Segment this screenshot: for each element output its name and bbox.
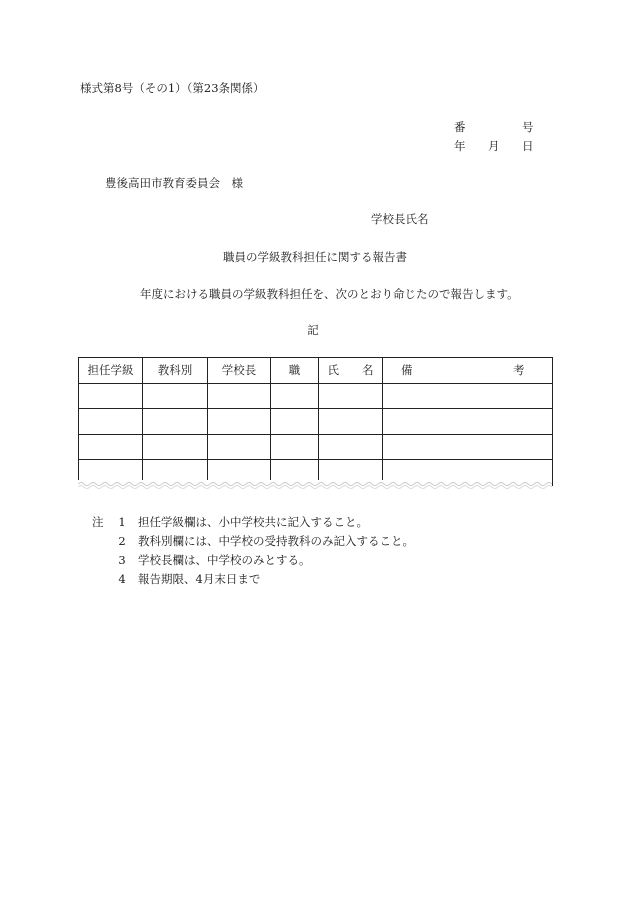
note-item xyxy=(92,513,414,532)
table-cell[interactable] xyxy=(319,383,383,409)
ki-heading: 記 xyxy=(307,323,319,337)
table-header: 職 xyxy=(271,358,319,384)
note-text: 教科別欄には、中学校の受持教科のみ記入すること。 xyxy=(138,534,414,548)
table-cell[interactable] xyxy=(143,434,208,460)
table-header: 学校長 xyxy=(208,358,271,384)
table-break-wave xyxy=(78,480,552,490)
table-cell[interactable] xyxy=(383,434,553,460)
remarks-header-right: 考 xyxy=(513,363,525,378)
note-text: 担任学級欄は、小中学校共に記入すること。 xyxy=(138,515,368,529)
number-suffix-label: 号 xyxy=(522,120,534,134)
note-number: 1 xyxy=(118,515,126,529)
table-cell[interactable] xyxy=(208,409,271,435)
table-cell[interactable] xyxy=(271,434,319,460)
table-header: 担任学級 xyxy=(79,358,143,384)
table-cell[interactable] xyxy=(79,409,143,435)
table-cell[interactable] xyxy=(79,434,143,460)
number-label: 番 xyxy=(454,120,466,134)
table-cell[interactable] xyxy=(208,383,271,409)
addressee: 豊後高田市教育委員会 様 xyxy=(105,176,243,190)
note-text: 報告期限、4月末日まで xyxy=(138,572,261,586)
table-cell[interactable] xyxy=(319,409,383,435)
table-cell[interactable] xyxy=(208,434,271,460)
note-text: 学校長欄は、中学校のみとする。 xyxy=(138,553,311,567)
remarks-header-left: 備 xyxy=(401,363,413,378)
table-cell[interactable] xyxy=(79,383,143,409)
table-cell[interactable] xyxy=(383,409,553,435)
table-row xyxy=(79,409,553,435)
note-number: 2 xyxy=(118,534,126,548)
table-row xyxy=(79,383,553,409)
note-number: 4 xyxy=(118,572,126,586)
remarks-header xyxy=(383,358,553,384)
table-cell[interactable] xyxy=(143,409,208,435)
year-label: 年 xyxy=(454,139,466,153)
table-cell[interactable] xyxy=(383,383,553,409)
table-header: 氏 名 xyxy=(319,358,383,384)
table-header: 教科別 xyxy=(143,358,208,384)
table-cell[interactable] xyxy=(271,409,319,435)
table-cell[interactable] xyxy=(271,383,319,409)
table-header-row xyxy=(79,358,553,384)
table-row xyxy=(79,434,553,460)
note-item xyxy=(92,570,414,589)
notes-label: 注 xyxy=(92,515,104,529)
form-number: 様式第8号（その1）（第23条関係） xyxy=(80,81,265,95)
note-item xyxy=(92,551,414,570)
table-cell[interactable] xyxy=(143,383,208,409)
notes xyxy=(92,513,414,589)
note-number: 3 xyxy=(118,553,126,567)
month-label: 月 xyxy=(488,139,500,153)
table-cell[interactable] xyxy=(319,434,383,460)
assignment-table xyxy=(78,357,553,486)
day-label: 日 xyxy=(522,139,534,153)
note-item xyxy=(92,532,414,551)
principal-name-label: 学校長氏名 xyxy=(371,212,429,226)
document-title: 職員の学級教科担任に関する報告書 xyxy=(223,250,407,264)
body-text: 年度における職員の学級教科担任を、次のとおり命じたので報告します。 xyxy=(140,287,519,301)
